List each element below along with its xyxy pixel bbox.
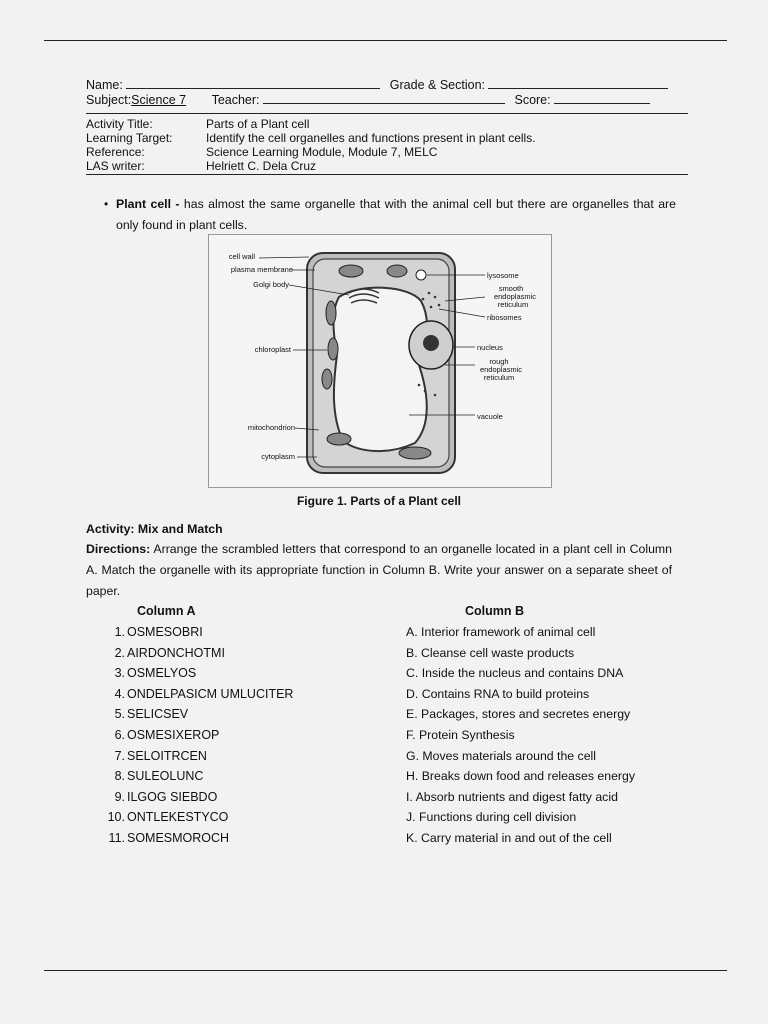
bullet-icon: •: [104, 197, 109, 211]
grade-blank[interactable]: [488, 76, 668, 89]
directions-text: Arrange the scrambled letters that correspond to an organelle located in a plant cell in Column A. Match the organelle with its appropriate function in Column B. Write your answer on a separate sheet of paper.: [86, 542, 672, 598]
list-item: [98, 704, 293, 725]
intro-text: has almost the same organelle that with the animal cell but there are organelles that are only found in plant cells.: [116, 197, 676, 232]
item-number: 9.: [114, 789, 125, 804]
label-reticulum-2: reticulum: [483, 373, 515, 382]
info-value: Science Learning Module, Module 7, MELC: [206, 145, 438, 159]
info-value: Helriett C. Dela Cruz: [206, 159, 317, 173]
list-item: [98, 622, 293, 643]
item-number: 6.: [114, 727, 125, 742]
item-text: ILGOG SIEBDO: [127, 789, 218, 804]
name-blank[interactable]: [126, 76, 380, 89]
list-item: [98, 643, 293, 664]
item-text: ONDELPASICM UMLUCITER: [127, 686, 294, 701]
grade-label: Grade & Section:: [389, 78, 485, 92]
item-text: SELICSEV: [127, 707, 189, 722]
item-text: AIRDONCHOTMI: [127, 645, 225, 660]
item-number: 3.: [114, 666, 125, 681]
list-item: [98, 787, 293, 808]
intro-term: Plant cell -: [116, 197, 180, 211]
activity-title: Activity: Mix and Match: [86, 522, 223, 536]
label-nucleus: nucleus: [477, 343, 503, 352]
item-text: ONTLEKESTYCO: [127, 810, 229, 825]
chloroplast-shape: [328, 338, 338, 360]
label-lysosome: lysosome: [487, 271, 519, 280]
lysosome-shape: [416, 270, 426, 280]
list-item: C. Inside the nucleus and contains DNA: [406, 666, 624, 681]
label-vacuole: vacuole: [477, 412, 503, 421]
page-bottom-rule: [44, 970, 727, 971]
column-a-list: [98, 622, 293, 849]
list-item: B. Cleanse cell waste products: [406, 645, 575, 660]
item-number: 4.: [114, 686, 125, 701]
info-value: Parts of a Plant cell: [206, 117, 310, 131]
info-key: LAS writer:: [86, 159, 145, 173]
label-golgi-body: Golgi body: [253, 280, 289, 289]
subject-line: [86, 91, 650, 108]
chloroplast-shape: [327, 433, 351, 445]
list-item: [98, 807, 293, 828]
chloroplast-shape: [339, 265, 363, 277]
list-item: [98, 684, 293, 705]
label-plasma-membrane: plasma membrane: [230, 265, 293, 274]
list-item: K. Carry material in and out of the cell: [406, 830, 612, 845]
info-top-rule: [86, 113, 688, 114]
column-b-list: [406, 622, 635, 849]
label-smooth: smooth: [498, 284, 524, 293]
subject-value: Science 7: [131, 93, 187, 107]
chloroplast-shape: [326, 301, 336, 325]
figure-caption: Figure 1. Parts of a Plant cell: [296, 494, 462, 508]
item-number: 1.: [114, 625, 125, 639]
item-number: 11.: [108, 830, 125, 845]
item-number: 2.: [114, 645, 125, 660]
item-text: SELOITRCEN: [127, 748, 207, 763]
list-item: I. Absorb nutrients and digest fatty acid: [406, 789, 618, 804]
item-number: 7.: [114, 748, 125, 763]
label-endoplasmic-2: endoplasmic: [479, 365, 523, 374]
item-text: OSMESOBRI: [127, 625, 203, 639]
list-item: [98, 746, 293, 767]
directions-label: Directions:: [86, 542, 151, 556]
item-text: OSMESIXEROP: [127, 727, 220, 742]
item-number: 10.: [107, 810, 125, 825]
list-item: J. Functions during cell division: [406, 810, 577, 825]
column-b-title: Column B: [465, 604, 525, 618]
item-text: SULEOLUNC: [127, 769, 204, 784]
label-cytoplasm: cytoplasm: [261, 452, 295, 461]
column-a-title: Column A: [137, 604, 196, 618]
info-value: Identify the cell organelles and functions present in plant cells.: [206, 131, 536, 145]
label-endoplasmic: endoplasmic: [493, 292, 537, 301]
item-text: SOMESMOROCH: [127, 830, 230, 845]
info-key: Learning Target:: [86, 131, 173, 145]
plant-cell-diagram: [209, 235, 551, 487]
plant-cell-figure: [208, 234, 552, 488]
teacher-label: Teacher:: [211, 93, 260, 107]
list-item: [98, 725, 293, 746]
list-item: [98, 828, 293, 849]
item-text: OSMELYOS: [127, 666, 197, 681]
vacuole-shape: [334, 288, 427, 451]
label-cell-wall: cell wall: [228, 252, 255, 261]
score-blank[interactable]: [554, 91, 650, 104]
directions-paragraph: [86, 539, 672, 602]
list-item: G. Moves materials around the cell: [406, 748, 597, 763]
label-chloroplast: chloroplast: [254, 345, 291, 354]
label-rough: rough: [489, 357, 509, 366]
nucleolus-shape: [423, 335, 439, 351]
chloroplast-shape: [322, 369, 332, 389]
label-reticulum: reticulum: [497, 300, 529, 309]
intro-paragraph: [116, 194, 676, 236]
item-number: 5.: [114, 707, 125, 722]
subject-label: Subject:: [86, 93, 132, 107]
list-item: D. Contains RNA to build proteins: [406, 686, 590, 701]
info-key: Reference:: [86, 145, 145, 159]
info-key: Activity Title:: [86, 117, 153, 131]
page-top-rule: [44, 40, 727, 41]
list-item: [98, 663, 293, 684]
item-number: 8.: [114, 769, 125, 784]
list-item: A. Interior framework of animal cell: [406, 625, 596, 639]
chloroplast-shape: [387, 265, 407, 277]
label-ribosomes: ribosomes: [487, 313, 522, 322]
list-item: E. Packages, stores and secretes energy: [406, 707, 631, 722]
list-item: F. Protein Synthesis: [406, 727, 515, 742]
score-label: Score:: [514, 93, 551, 107]
name-label: Name:: [86, 78, 123, 92]
label-mitochondrion: mitochondrion: [247, 423, 295, 432]
info-bottom-rule: [86, 174, 688, 175]
teacher-blank[interactable]: [263, 91, 505, 104]
chloroplast-shape: [399, 447, 431, 459]
list-item: [98, 766, 293, 787]
list-item: H. Breaks down food and releases energy: [406, 769, 635, 784]
